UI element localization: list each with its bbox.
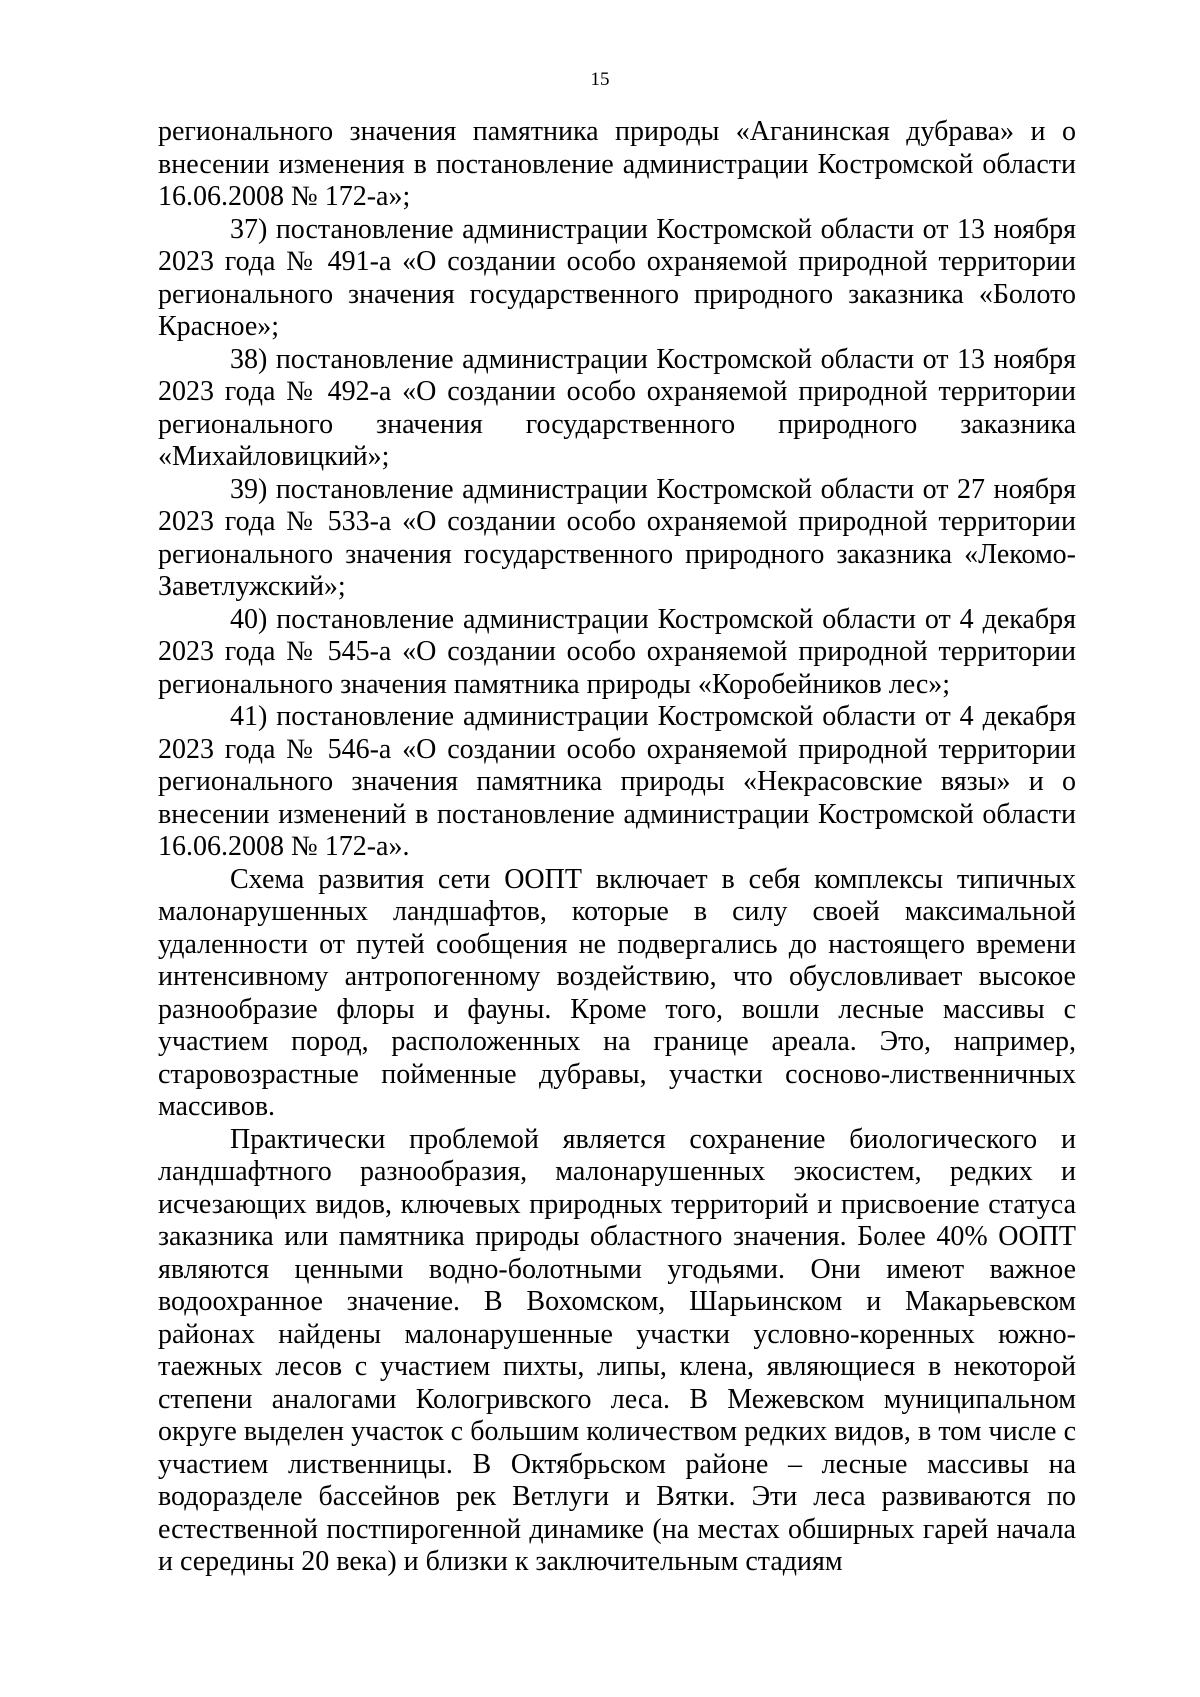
page-number: 15 — [590, 69, 610, 90]
paragraph-conservation-problem: Практически проблемой является сохранение биологического и ландшафтного разнообразия, малонарушенных экосистем, редких и исчезающих видов, ключевых природных территорий и присвоение статуса заказника или памятника природы областного значения. Более 40% ООПТ являются ценными водно-болотными угодьями. Они имеют важное водоохранное значение. В Вохомском, Шарьинском и Макарьевском районах найдены малонарушенные участки условно-коренных южно-таежных лесов с участием пихты, липы, клена, являющиеся в некоторой степени аналогами Кологривского леса. В Межевском муниципальном округе выделен участок с большим количеством редких видов, в том числе с участием лиственницы. В Октябрьском районе – лесные массивы на водоразделе бассейнов рек Ветлуги и Вятки. Эти леса развиваются по естественной постпирогенной динамике (на местах обширных гарей начала и середины 20 века) и близки к заключительным стадиям — [158, 1123, 1076, 1577]
document-body — [158, 116, 1076, 1579]
list-item-39: 39) постановление администрации Костромской области от 27 ноября 2023 года № 533-а «О создании особо охраняемой природной территории регионального значения государственного природного заказника «Лекомо-Заветлужский»; — [158, 473, 1076, 602]
paragraph-continuation: регионального значения памятника природы «Аганинская дубрава» и о внесении изменения в постановление администрации Костромской области 16.06.2008 № 172-а»; — [158, 116, 1076, 212]
list-item-40: 40) постановление администрации Костромской области от 4 декабря 2023 года № 545-а «О создании особо охраняемой природной территории регионального значения памятника природы «Коробейников лес»; — [158, 603, 1076, 700]
list-item-41: 41) постановление администрации Костромской области от 4 декабря 2023 года № 546-а «О создании особо охраняемой природной территории регионального значения памятника природы «Некрасовские вязы» и о внесении изменений в постановление администрации Костромской области 16.06.2008 № 172-а». — [158, 701, 1076, 862]
list-item-37: 37) постановление администрации Костромской области от 13 ноября 2023 года № 491-а «О создании особо охраняемой природной территории регионального значения государственного природного заказника «Болото Красное»; — [158, 213, 1076, 342]
list-item-38: 38) постановление администрации Костромской области от 13 ноября 2023 года № 492-а «О создании особо охраняемой природной территории регионального значения государственного природного заказника «Михайловицкий»; — [158, 343, 1076, 472]
paragraph-network-scheme: Схема развития сети ООПТ включает в себя комплексы типичных малонарушенных ландшафтов, которые в силу своей максимальной удаленности от путей сообщения не подвергались до настоящего времени интенсивному антропогенному воздействию, что обусловливает высокое разнообразие флоры и фауны. Кроме того, вошли лесные массивы с участием пород, расположенных на границе ареала. Это, например, старовозрастные пойменные дубравы, участки сосново-лиственничных массивов. — [158, 863, 1076, 1122]
